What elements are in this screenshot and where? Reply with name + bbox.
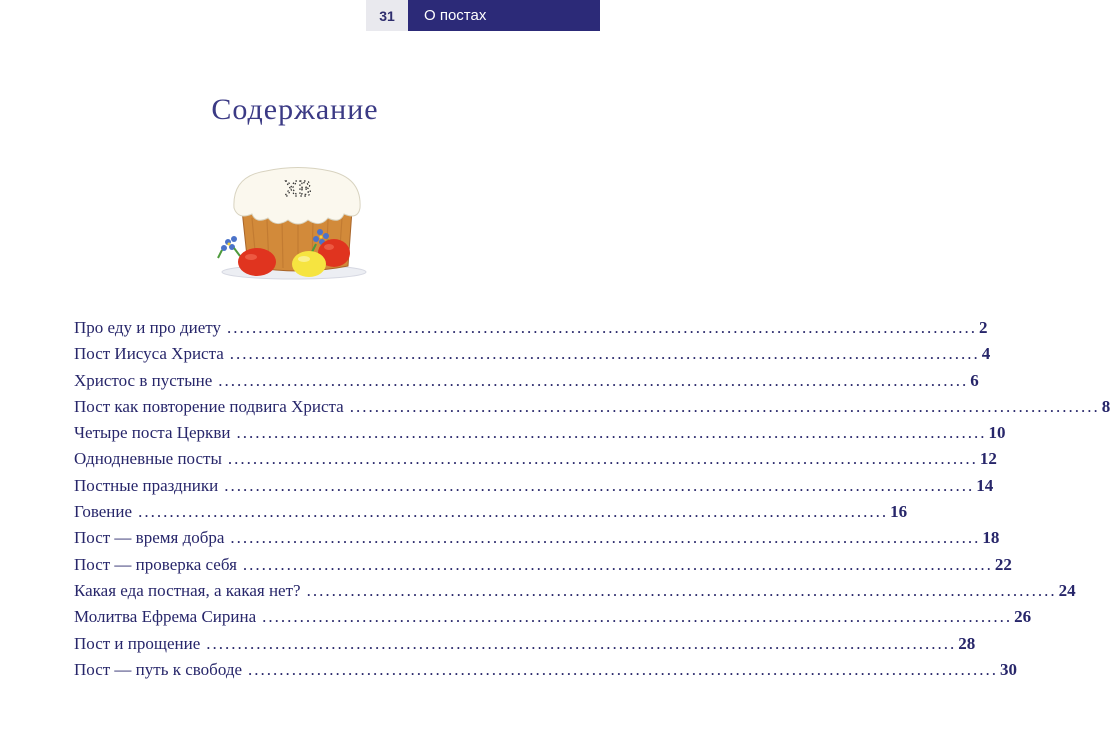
toc-entry-title: Христос в пустыне xyxy=(74,370,213,390)
easter-cake-illustration xyxy=(212,162,382,287)
toc-entry-page: 16 xyxy=(890,502,908,522)
toc-entry-title: Четыре поста Церкви xyxy=(74,423,231,443)
page-number: 31 xyxy=(366,0,408,31)
toc-entry-title: Пост — путь к свободе xyxy=(74,659,243,679)
toc-entry[interactable] xyxy=(74,318,988,344)
toc-entry[interactable] xyxy=(74,607,1032,633)
page-title: Содержание xyxy=(211,93,379,126)
toc-entry-title: Про еду и про диету xyxy=(74,318,221,337)
toc-entry-title: Молитва Ефрема Сирина xyxy=(74,607,257,627)
toc-entry[interactable] xyxy=(74,475,994,502)
toc-leader-dots: ........................................................................................................................ xyxy=(206,633,957,653)
page-header xyxy=(366,0,600,31)
toc-entry[interactable] xyxy=(74,528,1000,554)
toc-entry-page: 24 xyxy=(1058,580,1076,600)
toc-entry[interactable] xyxy=(74,633,976,660)
toc-entry-page: 6 xyxy=(970,370,979,390)
toc-leader-dots: ........................................................................................................................ xyxy=(349,396,1100,416)
toc-entry-page: 14 xyxy=(976,475,994,495)
toc-leader-dots: ........................................................................................................................ xyxy=(248,659,999,679)
toc-entry-page: 2 xyxy=(978,318,988,337)
toc-entry[interactable] xyxy=(74,423,1006,449)
toc-entry-title: Какая еда постная, а какая нет? xyxy=(74,580,301,600)
toc-entry-title: Однодневные посты xyxy=(74,449,222,469)
toc-entry-title: Пост и прощение xyxy=(74,633,201,653)
toc-leader-dots: ........................................................................................................................ xyxy=(227,449,978,469)
toc-leader-dots: ........................................................................................................................ xyxy=(262,607,1013,627)
toc-entry-page: 22 xyxy=(994,554,1012,574)
toc-entry-page: 28 xyxy=(958,633,976,653)
toc-entry[interactable] xyxy=(74,396,1110,423)
toc-entry-title: Постные праздники xyxy=(74,475,219,495)
toc-entry-page: 12 xyxy=(979,449,997,469)
section-title: О постах xyxy=(408,0,600,31)
cake-inscription: ХВ xyxy=(284,177,312,201)
toc-entry-page: 26 xyxy=(1014,607,1032,627)
toc-leader-dots: ........................................................................................................................ xyxy=(230,528,981,548)
toc-entry[interactable] xyxy=(74,344,991,370)
toc-leader-dots: ........................................................................................................................ xyxy=(306,580,1057,600)
toc-entry-title: Пост как повторение подвига Христа xyxy=(74,396,344,416)
toc-entry-title: Говение xyxy=(74,502,133,522)
toc-leader-dots: ........................................................................................................................ xyxy=(138,502,889,522)
toc-leader-dots: ........................................................................................................................ xyxy=(218,370,969,390)
toc-entry-page: 30 xyxy=(1000,659,1018,679)
toc-entry[interactable] xyxy=(74,502,908,528)
toc-entry-page: 18 xyxy=(982,528,1000,548)
toc-leader-dots: ........................................................................................................................ xyxy=(229,344,980,364)
toc-entry-title: Пост — проверка себя xyxy=(74,554,237,574)
toc-entry[interactable] xyxy=(74,370,979,397)
toc-entry[interactable] xyxy=(74,659,1018,686)
table-of-contents xyxy=(74,318,1110,686)
toc-entry-title: Пост — время добра xyxy=(74,528,225,548)
toc-entry[interactable] xyxy=(74,554,1012,581)
toc-entry-page: 10 xyxy=(988,423,1006,443)
toc-leader-dots: ........................................................................................................................ xyxy=(242,554,993,574)
toc-leader-dots: ........................................................................................................................ xyxy=(224,475,975,495)
toc-leader-dots: ........................................................................................................................ xyxy=(226,318,977,337)
toc-entry-page: 4 xyxy=(981,344,991,364)
toc-entry-title: Пост Иисуса Христа xyxy=(74,344,224,364)
toc-entry[interactable] xyxy=(74,580,1076,607)
toc-entry-page: 8 xyxy=(1101,396,1110,416)
toc-entry[interactable] xyxy=(74,449,997,475)
toc-leader-dots: ........................................................................................................................ xyxy=(236,423,987,443)
